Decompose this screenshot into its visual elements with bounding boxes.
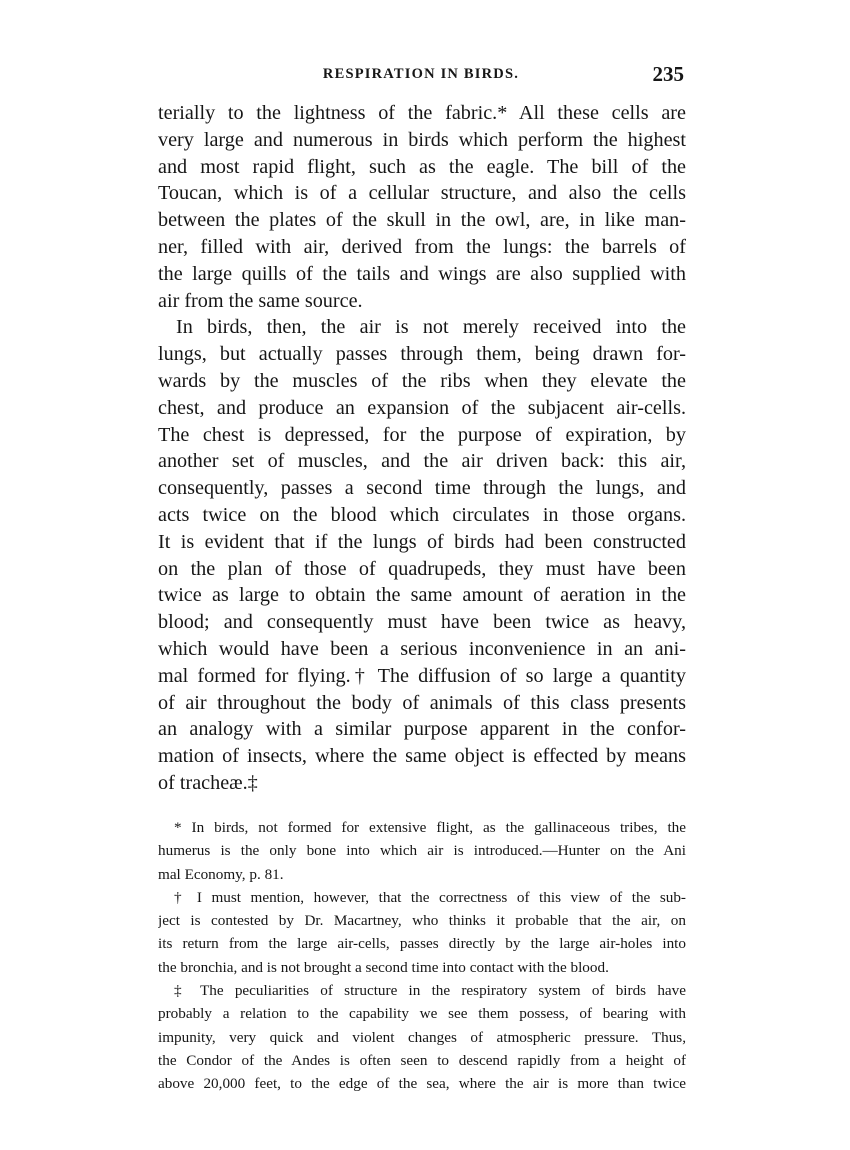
footnote-line: above 20,000 feet, to the edge of the sea, where the air is more than twice (158, 1075, 686, 1093)
footnote-line: its return from the large air-cells, passes directly by the large air-holes into (158, 935, 686, 953)
text-line: which would have been a serious inconvenience in an ani- (158, 637, 686, 660)
footnote-line: ject is contested by Dr. Macartney, who thinks it probable that the air, on (158, 912, 686, 930)
text-line: mal formed for flying.† The diffusion of so large a quantity (158, 664, 686, 687)
text-line: consequently, passes a second time through the lungs, and (158, 477, 686, 500)
footnote-line: impunity, very quick and violent changes of atmospheric pressure. Thus, (158, 1028, 686, 1046)
text-line: twice as large to obtain the same amount of aeration in the (158, 584, 686, 607)
text-line: lungs, but actually passes through them, being drawn for- (158, 343, 686, 366)
text-line: air from the same source. (158, 289, 363, 312)
text-line: between the plates of the skull in the owl, are, in like man- (158, 209, 686, 232)
running-head (158, 62, 684, 92)
text-line: on the plan of those of quadrupeds, they must have been (158, 557, 686, 580)
text-line: ner, filled with air, derived from the lungs: the barrels of (158, 235, 686, 258)
page-number: 235 (652, 62, 684, 86)
text-line: blood; and consequently must have been twice as heavy, (158, 611, 686, 634)
running-title: RESPIRATION IN BIRDS. (322, 66, 520, 82)
text-line: very large and numerous in birds which perform the highest (158, 128, 686, 151)
text-line: of air throughout the body of animals of this class presents (158, 691, 686, 714)
footnote-line: † I must mention, however, that the correctness of this view of the sub- (174, 888, 686, 906)
text-line: of tracheæ.‡ (158, 771, 258, 794)
text-line: acts twice on the blood which circulates in those organs. (158, 503, 686, 526)
text-line: It is evident that if the lungs of birds had been constructed (158, 530, 686, 553)
text-line: an analogy with a similar purpose apparent in the confor- (158, 718, 686, 741)
footnote-line: probably a relation to the capability we see them possess, of bearing with (158, 1005, 686, 1023)
text-line: terially to the lightness of the fabric.* All these cells are (158, 102, 686, 124)
text-line: and most rapid flight, such as the eagle. The bill of the (158, 155, 686, 178)
text-line: wards by the muscles of the ribs when they elevate the (158, 369, 686, 392)
footnote-line: mal Economy, p. 81. (158, 865, 284, 883)
footnote-line: * In birds, not formed for extensive flight, as the gallinaceous tribes, the (174, 819, 686, 836)
text-line: chest, and produce an expansion of the subjacent air-cells. (158, 396, 686, 419)
footnote-line: humerus is the only bone into which air is introduced.—Hunter on the Ani (158, 842, 686, 860)
text-line: The chest is depressed, for the purpose of expiration, by (158, 423, 686, 446)
text-line: the large quills of the tails and wings are also supplied with (158, 262, 686, 285)
body-text (158, 100, 686, 797)
footnote-line: the bronchia, and is not brought a second time into contact with the blood. (158, 958, 609, 976)
footnotes (158, 816, 686, 1096)
footnote-line: ‡ The peculiarities of structure in the respiratory system of birds have (174, 982, 686, 1000)
text-line: In birds, then, the air is not merely received into the (176, 316, 686, 339)
footnote-line: the Condor of the Andes is often seen to descend rapidly from a height of (158, 1051, 686, 1069)
text-line: mation of insects, where the same object is effected by means (158, 745, 686, 768)
text-line: Toucan, which is of a cellular structure, and also the cells (158, 182, 686, 205)
text-line: another set of muscles, and the air driven back: this air, (158, 450, 686, 473)
